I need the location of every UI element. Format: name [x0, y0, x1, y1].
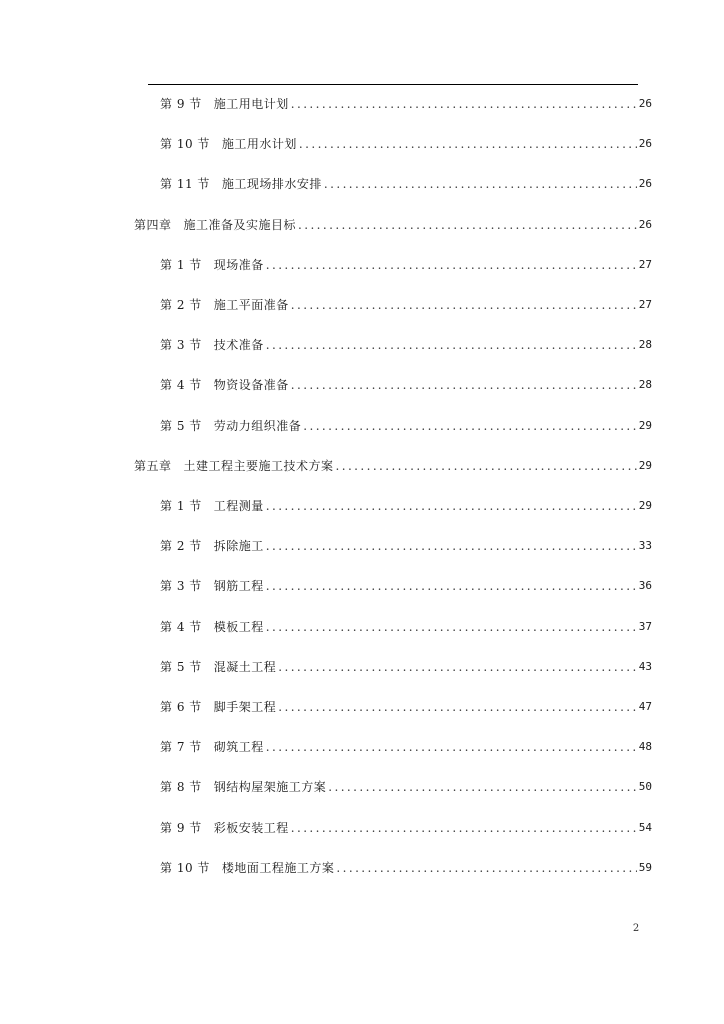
toc-section-entry[interactable]	[160, 695, 652, 715]
toc-entry-page-number: 54	[638, 820, 652, 834]
toc-entry-number: 第 2 节	[160, 539, 202, 554]
toc-chapter-entry[interactable]	[134, 213, 652, 233]
toc-chapter-entry[interactable]	[134, 454, 652, 474]
toc-entry-page-number: 27	[638, 257, 652, 271]
toc-entry-page-number: 26	[638, 177, 652, 191]
toc-section-entry[interactable]	[160, 775, 652, 795]
toc-entry-title: 物资设备准备	[213, 378, 289, 393]
toc-entry-title: 模板工程	[213, 619, 264, 634]
toc-entry-number: 第 1 节	[160, 257, 202, 272]
toc-entry-page-number: 29	[638, 458, 652, 472]
toc-dot-leader	[266, 257, 637, 273]
toc-dot-leader	[266, 739, 637, 755]
toc-entry-page-number: 59	[638, 860, 652, 874]
toc-entry-number: 第 1 节	[160, 499, 202, 513]
toc-section-entry[interactable]	[160, 816, 652, 836]
toc-entry-number: 第 3 节	[160, 338, 202, 353]
toc-entry-number: 第 10 节	[160, 860, 210, 875]
toc-section-entry[interactable]	[160, 132, 652, 152]
toc-entry-title: 施工用水计划	[221, 137, 297, 152]
toc-dot-leader	[266, 538, 637, 554]
toc-dot-leader	[303, 418, 636, 434]
toc-dot-leader	[266, 619, 637, 635]
toc-entry-number: 第四章	[134, 217, 172, 232]
toc-entry-title: 彩板安装工程	[213, 820, 289, 835]
toc-entry-title: 技术准备	[213, 338, 264, 353]
toc-dot-leader	[291, 96, 637, 112]
toc-entry-title: 施工准备及实施目标	[183, 217, 297, 232]
toc-entry-number: 第 6 节	[160, 700, 202, 714]
toc-entry-title: 钢结构屋架施工方案	[213, 780, 327, 795]
toc-entry-page-number: 36	[638, 579, 652, 593]
toc-entry-number: 第 7 节	[160, 740, 202, 755]
toc-entry-title: 工程测量	[213, 499, 264, 513]
toc-section-entry[interactable]	[160, 735, 652, 755]
toc-dot-leader	[291, 297, 637, 313]
toc-dot-leader	[298, 217, 637, 233]
toc-entry-title: 钢筋工程	[213, 579, 264, 594]
toc-dot-leader	[266, 498, 637, 514]
toc-dot-leader	[266, 578, 637, 594]
toc-entry-page-number: 28	[638, 378, 652, 392]
toc-entry-page-number: 47	[638, 700, 652, 713]
toc-section-entry[interactable]	[160, 856, 652, 876]
toc-dot-leader	[291, 820, 637, 836]
toc-section-entry[interactable]	[160, 534, 652, 554]
toc-entry-title: 劳动力组织准备	[213, 418, 302, 433]
toc-section-entry[interactable]	[160, 414, 652, 434]
toc-section-entry[interactable]	[160, 293, 652, 313]
toc-entry-page-number: 26	[638, 217, 652, 231]
toc-dot-leader	[299, 136, 637, 152]
toc-section-entry[interactable]	[160, 574, 652, 594]
toc-entry-title: 土建工程主要施工技术方案	[183, 458, 334, 473]
toc-section-entry[interactable]	[160, 615, 652, 635]
toc-entry-page-number: 50	[638, 780, 652, 794]
toc-entry-number: 第 4 节	[160, 378, 202, 393]
toc-entry-number: 第 9 节	[160, 820, 202, 835]
toc-entry-page-number: 26	[638, 97, 652, 110]
toc-section-entry[interactable]	[160, 373, 652, 393]
toc-dot-leader	[336, 860, 636, 876]
toc-dot-leader	[324, 176, 637, 192]
toc-entry-number: 第 5 节	[160, 418, 202, 433]
toc-entry-title: 施工用电计划	[213, 97, 289, 111]
toc-entry-page-number: 28	[638, 338, 652, 352]
toc-dot-leader	[266, 337, 637, 353]
toc-entry-title: 拆除施工	[213, 539, 264, 554]
toc-entry-number: 第 11 节	[160, 177, 210, 192]
toc-entry-title: 施工平面准备	[213, 298, 289, 312]
toc-entry-title: 混凝土工程	[213, 659, 277, 674]
toc-entry-page-number: 29	[638, 418, 652, 432]
toc-entry-page-number: 27	[638, 298, 652, 311]
toc-dot-leader	[291, 377, 637, 393]
toc-entry-number: 第 3 节	[160, 579, 202, 594]
toc-entry-number: 第 2 节	[160, 298, 202, 312]
toc-entry-number: 第 5 节	[160, 659, 202, 674]
toc-entry-page-number: 37	[638, 619, 652, 633]
toc-entry-title: 施工现场排水安排	[221, 177, 322, 192]
toc-entry-number: 第 10 节	[160, 137, 210, 152]
toc-dot-leader	[278, 659, 636, 675]
toc-entry-page-number: 48	[638, 740, 652, 754]
toc-entry-page-number: 29	[638, 499, 652, 512]
toc-section-entry[interactable]	[160, 655, 652, 675]
toc-entry-title: 砌筑工程	[213, 740, 264, 755]
toc-entry-title: 楼地面工程施工方案	[221, 860, 335, 875]
toc-section-entry[interactable]	[160, 172, 652, 192]
toc-entry-number: 第 4 节	[160, 619, 202, 634]
toc-entry-number: 第 9 节	[160, 97, 202, 111]
toc-dot-leader	[336, 458, 637, 474]
toc-section-entry[interactable]	[160, 494, 652, 514]
toc-entry-page-number: 43	[638, 659, 652, 673]
toc-dot-leader	[278, 699, 636, 715]
toc-entry-number: 第 8 节	[160, 780, 202, 795]
toc-section-entry[interactable]	[160, 333, 652, 353]
toc-entry-title: 现场准备	[213, 257, 264, 272]
toc-entry-page-number: 26	[638, 137, 652, 151]
toc-entry-number: 第五章	[134, 458, 172, 473]
toc-entry-title: 脚手架工程	[213, 700, 277, 714]
toc-section-entry[interactable]	[160, 92, 652, 112]
toc-section-entry[interactable]	[160, 253, 652, 273]
toc-dot-leader	[328, 779, 636, 795]
toc-entry-page-number: 33	[638, 539, 652, 553]
page-number: 2	[632, 923, 640, 934]
